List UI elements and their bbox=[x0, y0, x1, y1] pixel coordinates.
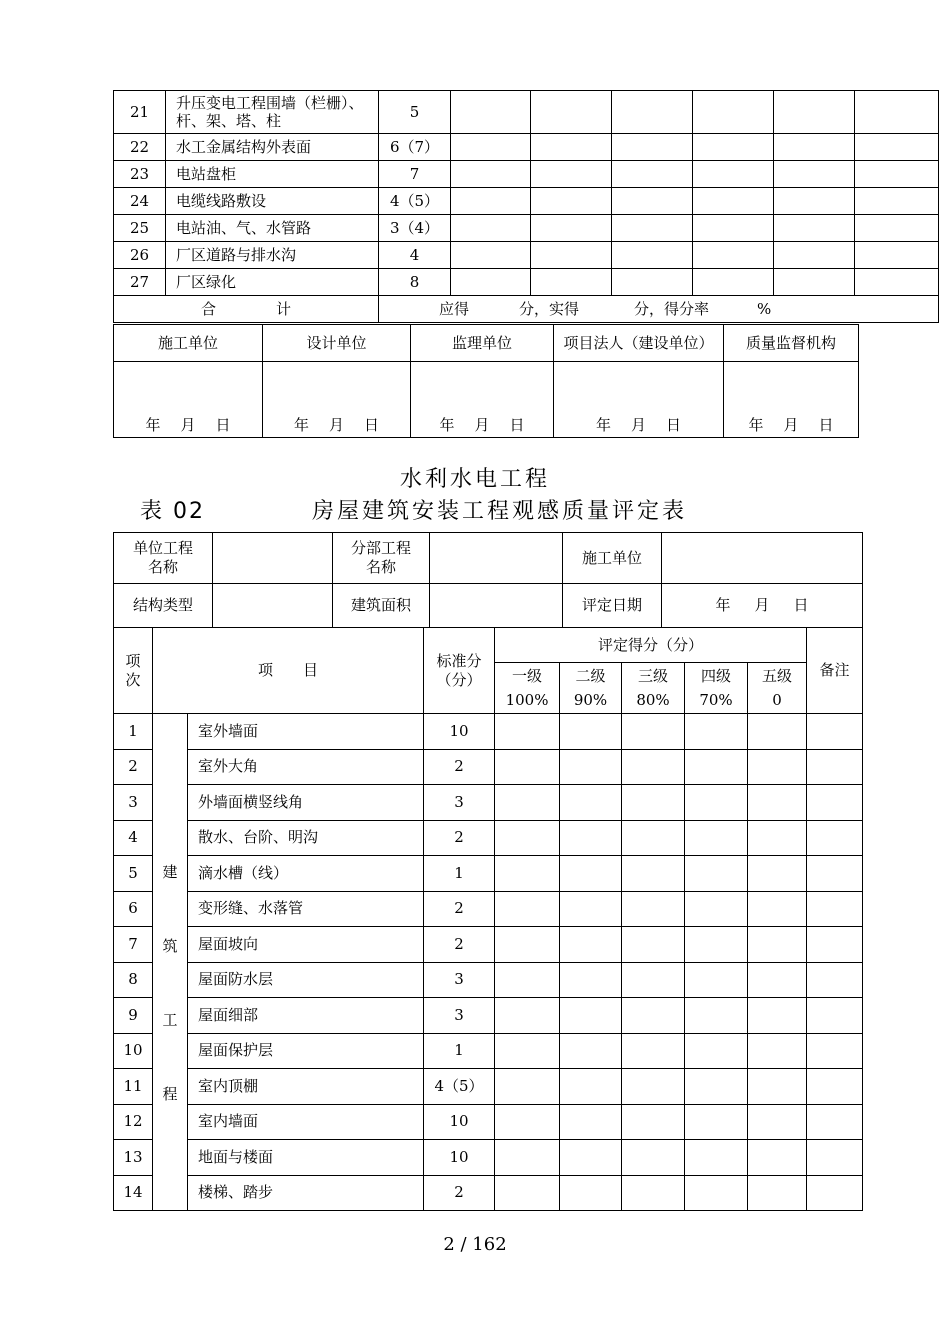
grade-score-cell[interactable] bbox=[685, 820, 748, 856]
grade-score-cell[interactable] bbox=[685, 891, 748, 927]
score-cell[interactable] bbox=[693, 269, 774, 296]
total-text-a: 应得 bbox=[439, 299, 470, 318]
signature-date-cell[interactable] bbox=[263, 362, 411, 438]
grade-score-cell[interactable] bbox=[495, 1033, 560, 1069]
row-standard-score: 3 bbox=[424, 962, 495, 998]
row-standard-score: 10 bbox=[424, 1140, 495, 1176]
score-cell[interactable] bbox=[451, 91, 531, 134]
grade-score-cell[interactable] bbox=[685, 1140, 748, 1176]
row-standard-score: 10 bbox=[424, 1104, 495, 1140]
row-standard-score: 7 bbox=[379, 161, 451, 188]
row-item: 电站油、气、水管路 bbox=[166, 215, 379, 242]
sign-year: 年 bbox=[439, 416, 455, 434]
score-cell[interactable] bbox=[451, 269, 531, 296]
row-number: 23 bbox=[114, 161, 166, 188]
score-cell[interactable] bbox=[855, 161, 939, 188]
grade-score-cell[interactable] bbox=[495, 998, 560, 1034]
row-number: 6 bbox=[114, 891, 153, 927]
category-char: 筑 bbox=[162, 937, 178, 955]
row-number: 24 bbox=[114, 188, 166, 215]
score-cell[interactable] bbox=[451, 161, 531, 188]
row-number: 14 bbox=[114, 1175, 153, 1211]
grade-pct: 70% bbox=[699, 690, 733, 709]
signature-table bbox=[113, 324, 859, 438]
signature-header: 质量监督机构 bbox=[724, 325, 859, 362]
remark-cell[interactable] bbox=[807, 891, 863, 927]
grade-score-cell[interactable] bbox=[685, 1069, 748, 1105]
score-cell[interactable] bbox=[693, 188, 774, 215]
grade-score-cell[interactable] bbox=[748, 1033, 807, 1069]
grade-score-cell[interactable] bbox=[495, 891, 560, 927]
row-standard-score: 3（4） bbox=[379, 215, 451, 242]
score-cell[interactable] bbox=[451, 188, 531, 215]
sign-day: 日 bbox=[215, 416, 231, 434]
score-cell[interactable] bbox=[612, 215, 693, 242]
grade-score-cell[interactable] bbox=[622, 962, 685, 998]
row-item: 外墙面横竖线角 bbox=[188, 785, 424, 821]
row-number: 10 bbox=[114, 1033, 153, 1069]
row-standard-score: 4 bbox=[379, 242, 451, 269]
score-cell[interactable] bbox=[531, 188, 612, 215]
grade-header bbox=[748, 663, 807, 714]
table-row bbox=[114, 891, 863, 927]
grade-header bbox=[685, 663, 748, 714]
row-item: 升压变电工程围墙（栏栅）、杆、架、塔、柱 bbox=[166, 91, 379, 134]
row-standard-score: 6（7） bbox=[379, 134, 451, 161]
remark-cell[interactable] bbox=[807, 820, 863, 856]
grade-name: 五级 bbox=[762, 666, 793, 685]
structure-type-label: 结构类型 bbox=[114, 584, 213, 628]
sub-project-label: 分部工程名称 bbox=[333, 533, 430, 584]
table-row bbox=[114, 1069, 863, 1105]
sign-day: 日 bbox=[818, 416, 834, 434]
grade-score-cell[interactable] bbox=[748, 785, 807, 821]
remark-cell[interactable] bbox=[807, 749, 863, 785]
grade-score-cell[interactable] bbox=[685, 785, 748, 821]
grade-score-cell[interactable] bbox=[748, 1140, 807, 1176]
col-remark-header: 备注 bbox=[807, 628, 863, 714]
sign-month: 月 bbox=[474, 416, 490, 434]
grade-pct: 90% bbox=[573, 690, 608, 709]
grade-score-cell[interactable] bbox=[495, 785, 560, 821]
row-standard-score: 2 bbox=[424, 927, 495, 963]
row-standard-score: 3 bbox=[424, 998, 495, 1034]
signature-date-cell[interactable] bbox=[724, 362, 859, 438]
grade-score-cell[interactable] bbox=[685, 927, 748, 963]
grade-score-cell[interactable] bbox=[748, 1069, 807, 1105]
table-row bbox=[114, 820, 863, 856]
grade-score-cell[interactable] bbox=[560, 1140, 622, 1176]
total-text-b: 分，实得 bbox=[519, 299, 580, 318]
grade-score-cell[interactable] bbox=[748, 714, 807, 750]
grade-score-cell[interactable] bbox=[560, 998, 622, 1034]
col-std-header: 标准分（分） bbox=[424, 628, 495, 714]
row-number: 5 bbox=[114, 856, 153, 892]
grade-header bbox=[495, 663, 560, 714]
row-number: 21 bbox=[114, 91, 166, 134]
row-item: 室内顶棚 bbox=[188, 1069, 424, 1105]
grade-score-cell[interactable] bbox=[495, 1175, 560, 1211]
sign-month: 月 bbox=[630, 416, 646, 434]
score-cell[interactable] bbox=[774, 269, 855, 296]
grade-name: 四级 bbox=[701, 666, 732, 685]
grade-header bbox=[560, 663, 622, 714]
row-standard-score: 5 bbox=[379, 91, 451, 134]
grade-score-cell[interactable] bbox=[748, 856, 807, 892]
table-row bbox=[114, 1033, 863, 1069]
grade-score-cell[interactable] bbox=[560, 962, 622, 998]
total-text bbox=[379, 296, 939, 323]
grade-pct: 0 bbox=[772, 690, 782, 709]
row-item: 室外大角 bbox=[188, 749, 424, 785]
row-number: 1 bbox=[114, 714, 153, 750]
score-cell[interactable] bbox=[451, 242, 531, 269]
grade-score-cell[interactable] bbox=[622, 749, 685, 785]
grade-score-cell[interactable] bbox=[748, 927, 807, 963]
grade-score-cell[interactable] bbox=[622, 856, 685, 892]
signature-header: 监理单位 bbox=[411, 325, 554, 362]
eval-date-day: 日 bbox=[793, 596, 809, 614]
page-number: 2 / 162 bbox=[443, 1234, 507, 1255]
table-row bbox=[114, 1175, 863, 1211]
row-number: 4 bbox=[114, 820, 153, 856]
grade-score-cell[interactable] bbox=[622, 1175, 685, 1211]
score-cell[interactable] bbox=[612, 242, 693, 269]
grade-score-cell[interactable] bbox=[560, 1069, 622, 1105]
grade-score-cell[interactable] bbox=[560, 820, 622, 856]
score-cell[interactable] bbox=[774, 188, 855, 215]
remark-cell[interactable] bbox=[807, 1069, 863, 1105]
table-number: 表 02 bbox=[140, 499, 205, 524]
building-area-label: 建筑面积 bbox=[333, 584, 430, 628]
remark-cell[interactable] bbox=[807, 927, 863, 963]
score-cell[interactable] bbox=[451, 134, 531, 161]
score-cell[interactable] bbox=[693, 91, 774, 134]
table-row bbox=[114, 856, 863, 892]
grade-score-cell[interactable] bbox=[748, 962, 807, 998]
unit-project-label: 单位工程名称 bbox=[114, 533, 213, 584]
row-item: 室外墙面 bbox=[188, 714, 424, 750]
row-item: 电缆线路敷设 bbox=[166, 188, 379, 215]
score-cell[interactable] bbox=[451, 215, 531, 242]
grade-score-cell[interactable] bbox=[685, 856, 748, 892]
grade-score-cell[interactable] bbox=[685, 1175, 748, 1211]
table-row bbox=[114, 962, 863, 998]
row-item: 屋面防水层 bbox=[188, 962, 424, 998]
category-char: 工 bbox=[162, 1011, 178, 1029]
sign-year: 年 bbox=[145, 416, 161, 434]
signature-date-cell[interactable] bbox=[411, 362, 554, 438]
grade-score-cell[interactable] bbox=[495, 927, 560, 963]
row-number: 22 bbox=[114, 134, 166, 161]
grade-score-cell[interactable] bbox=[748, 891, 807, 927]
grade-score-cell[interactable] bbox=[560, 1033, 622, 1069]
grade-score-cell[interactable] bbox=[495, 714, 560, 750]
unit-project-value[interactable] bbox=[213, 533, 333, 584]
score-cell[interactable] bbox=[774, 161, 855, 188]
row-item: 水工金属结构外表面 bbox=[166, 134, 379, 161]
score-cell[interactable] bbox=[855, 269, 939, 296]
grade-name: 三级 bbox=[638, 666, 669, 685]
eval-date-value[interactable] bbox=[662, 584, 863, 628]
score-cell[interactable] bbox=[612, 134, 693, 161]
project-info-table bbox=[113, 532, 863, 628]
sign-month: 月 bbox=[180, 416, 196, 434]
row-standard-score: 1 bbox=[424, 856, 495, 892]
row-number: 11 bbox=[114, 1069, 153, 1105]
sub-project-value[interactable] bbox=[430, 533, 563, 584]
grade-score-cell[interactable] bbox=[622, 1104, 685, 1140]
table-row bbox=[114, 927, 863, 963]
score-cell[interactable] bbox=[855, 91, 939, 134]
sign-year: 年 bbox=[595, 416, 611, 434]
row-standard-score: 2 bbox=[424, 1175, 495, 1211]
table-row bbox=[114, 161, 939, 188]
score-cell[interactable] bbox=[531, 215, 612, 242]
grade-score-cell[interactable] bbox=[622, 891, 685, 927]
row-number: 12 bbox=[114, 1104, 153, 1140]
grade-score-cell[interactable] bbox=[622, 820, 685, 856]
grade-score-cell[interactable] bbox=[495, 856, 560, 892]
row-standard-score: 2 bbox=[424, 891, 495, 927]
grade-name: 一级 bbox=[512, 666, 543, 685]
sign-year: 年 bbox=[293, 416, 309, 434]
sign-day: 日 bbox=[509, 416, 525, 434]
row-item: 电站盘柜 bbox=[166, 161, 379, 188]
row-standard-score: 1 bbox=[424, 1033, 495, 1069]
score-cell[interactable] bbox=[855, 242, 939, 269]
col-item-header: 项 目 bbox=[153, 628, 424, 714]
row-number: 27 bbox=[114, 269, 166, 296]
contractor-label: 施工单位 bbox=[563, 533, 662, 584]
title-line1: 水利水电工程 bbox=[399, 467, 550, 492]
score-cell[interactable] bbox=[612, 269, 693, 296]
row-item: 滴水槽（线） bbox=[188, 856, 424, 892]
contractor-value[interactable] bbox=[662, 533, 863, 584]
score-cell[interactable] bbox=[531, 242, 612, 269]
row-item: 屋面细部 bbox=[188, 998, 424, 1034]
table-row bbox=[114, 269, 939, 296]
signature-header: 施工单位 bbox=[114, 325, 263, 362]
score-cell[interactable] bbox=[612, 91, 693, 134]
title-line2: 房屋建筑安装工程观感质量评定表 bbox=[312, 499, 688, 524]
grade-score-cell[interactable] bbox=[748, 1104, 807, 1140]
grade-score-cell[interactable] bbox=[622, 998, 685, 1034]
score-cell[interactable] bbox=[693, 215, 774, 242]
category-char: 程 bbox=[162, 1085, 178, 1103]
row-standard-score: 2 bbox=[424, 749, 495, 785]
remark-cell[interactable] bbox=[807, 1175, 863, 1211]
grade-score-cell[interactable] bbox=[748, 820, 807, 856]
row-number: 9 bbox=[114, 998, 153, 1034]
row-number: 25 bbox=[114, 215, 166, 242]
table-row bbox=[114, 714, 863, 750]
grade-score-cell[interactable] bbox=[748, 998, 807, 1034]
table-row bbox=[114, 785, 863, 821]
grade-score-cell[interactable] bbox=[495, 1069, 560, 1105]
grade-score-cell[interactable] bbox=[495, 1140, 560, 1176]
row-number: 2 bbox=[114, 749, 153, 785]
eval-date-year: 年 bbox=[715, 596, 731, 614]
signature-date-cell[interactable] bbox=[114, 362, 263, 438]
row-number: 3 bbox=[114, 785, 153, 821]
grade-score-cell[interactable] bbox=[685, 749, 748, 785]
remark-cell[interactable] bbox=[807, 962, 863, 998]
score-cell[interactable] bbox=[693, 134, 774, 161]
row-standard-score: 4（5） bbox=[379, 188, 451, 215]
score-cell[interactable] bbox=[774, 91, 855, 134]
row-number: 8 bbox=[114, 962, 153, 998]
grade-score-cell[interactable] bbox=[560, 856, 622, 892]
sign-year: 年 bbox=[748, 416, 764, 434]
row-item: 室内墙面 bbox=[188, 1104, 424, 1140]
grade-score-cell[interactable] bbox=[495, 1104, 560, 1140]
row-standard-score: 2 bbox=[424, 820, 495, 856]
table-row bbox=[114, 215, 939, 242]
grade-score-cell[interactable] bbox=[685, 1033, 748, 1069]
sign-month: 月 bbox=[328, 416, 344, 434]
row-item: 屋面保护层 bbox=[188, 1033, 424, 1069]
structure-type-value[interactable] bbox=[213, 584, 333, 628]
remark-cell[interactable] bbox=[807, 785, 863, 821]
remark-cell[interactable] bbox=[807, 856, 863, 892]
grade-score-cell[interactable] bbox=[685, 1104, 748, 1140]
grade-score-cell[interactable] bbox=[622, 927, 685, 963]
table-row bbox=[114, 242, 939, 269]
row-standard-score: 3 bbox=[424, 785, 495, 821]
score-cell[interactable] bbox=[855, 215, 939, 242]
building-area-value[interactable] bbox=[430, 584, 563, 628]
total-label bbox=[114, 296, 379, 323]
grade-pct: 80% bbox=[636, 690, 670, 709]
score-cell[interactable] bbox=[612, 188, 693, 215]
total-text-c: 分，得分率 bbox=[634, 299, 710, 318]
grade-score-cell[interactable] bbox=[685, 998, 748, 1034]
score-cell[interactable] bbox=[531, 161, 612, 188]
grade-score-cell[interactable] bbox=[560, 714, 622, 750]
upper-score-table bbox=[113, 90, 939, 323]
grade-score-cell[interactable] bbox=[560, 1175, 622, 1211]
row-item: 散水、台阶、明沟 bbox=[188, 820, 424, 856]
grade-score-cell[interactable] bbox=[495, 962, 560, 998]
grade-name: 二级 bbox=[575, 666, 606, 685]
remark-cell[interactable] bbox=[807, 1033, 863, 1069]
grade-score-cell[interactable] bbox=[685, 714, 748, 750]
grade-score-cell[interactable] bbox=[560, 749, 622, 785]
remark-cell[interactable] bbox=[807, 1104, 863, 1140]
row-item: 厂区绿化 bbox=[166, 269, 379, 296]
row-number: 13 bbox=[114, 1140, 153, 1176]
grade-score-cell[interactable] bbox=[560, 927, 622, 963]
category-char: 建 bbox=[162, 863, 178, 881]
sign-day: 日 bbox=[364, 416, 380, 434]
total-text-d: % bbox=[757, 299, 772, 318]
grade-score-cell[interactable] bbox=[560, 1104, 622, 1140]
total-label-b: 计 bbox=[276, 299, 292, 318]
remark-cell[interactable] bbox=[807, 1140, 863, 1176]
grade-score-cell[interactable] bbox=[622, 714, 685, 750]
row-item: 变形缝、水落管 bbox=[188, 891, 424, 927]
grade-score-cell[interactable] bbox=[622, 1140, 685, 1176]
row-standard-score: 10 bbox=[424, 714, 495, 750]
score-cell[interactable] bbox=[855, 188, 939, 215]
score-cell[interactable] bbox=[531, 134, 612, 161]
row-item: 屋面坡向 bbox=[188, 927, 424, 963]
score-cell[interactable] bbox=[612, 161, 693, 188]
table-row bbox=[114, 91, 939, 134]
row-number: 7 bbox=[114, 927, 153, 963]
score-cell[interactable] bbox=[531, 91, 612, 134]
grade-score-cell[interactable] bbox=[495, 820, 560, 856]
grade-header bbox=[622, 663, 685, 714]
total-label-a: 合 bbox=[200, 299, 216, 318]
row-item: 地面与楼面 bbox=[188, 1140, 424, 1176]
eval-date-month: 月 bbox=[754, 596, 770, 614]
remark-cell[interactable] bbox=[807, 998, 863, 1034]
score-cell[interactable] bbox=[693, 242, 774, 269]
signature-header: 项目法人（建设单位） bbox=[554, 325, 724, 362]
remark-cell[interactable] bbox=[807, 714, 863, 750]
signature-header: 设计单位 bbox=[263, 325, 411, 362]
table-row bbox=[114, 188, 939, 215]
table-row bbox=[114, 1140, 863, 1176]
row-standard-score: 4（5） bbox=[424, 1069, 495, 1105]
signature-date-cell[interactable] bbox=[554, 362, 724, 438]
score-cell[interactable] bbox=[693, 161, 774, 188]
row-item: 厂区道路与排水沟 bbox=[166, 242, 379, 269]
category-cell bbox=[153, 714, 188, 1211]
grade-score-cell[interactable] bbox=[622, 785, 685, 821]
grade-score-cell[interactable] bbox=[748, 1175, 807, 1211]
score-cell[interactable] bbox=[774, 242, 855, 269]
table-row bbox=[114, 1104, 863, 1140]
grade-pct: 100% bbox=[505, 690, 549, 709]
score-cell[interactable] bbox=[774, 215, 855, 242]
grade-score-cell[interactable] bbox=[685, 962, 748, 998]
score-cell[interactable] bbox=[531, 269, 612, 296]
table-row bbox=[114, 998, 863, 1034]
sign-month: 月 bbox=[783, 416, 799, 434]
total-row bbox=[114, 296, 939, 323]
table-row bbox=[114, 134, 939, 161]
grade-score-cell[interactable] bbox=[495, 749, 560, 785]
grade-score-cell[interactable] bbox=[748, 749, 807, 785]
eval-date-label: 评定日期 bbox=[563, 584, 662, 628]
grade-score-cell[interactable] bbox=[622, 1069, 685, 1105]
row-item: 楼梯、踏步 bbox=[188, 1175, 424, 1211]
row-standard-score: 8 bbox=[379, 269, 451, 296]
grade-score-cell[interactable] bbox=[622, 1033, 685, 1069]
score-cell[interactable] bbox=[855, 134, 939, 161]
evaluation-table bbox=[113, 627, 863, 1211]
row-number: 26 bbox=[114, 242, 166, 269]
grade-score-cell[interactable] bbox=[560, 785, 622, 821]
grade-score-cell[interactable] bbox=[560, 891, 622, 927]
table-row bbox=[114, 749, 863, 785]
sign-day: 日 bbox=[666, 416, 682, 434]
score-cell[interactable] bbox=[774, 134, 855, 161]
col-no-header: 项次 bbox=[114, 628, 153, 714]
col-eval-header: 评定得分（分） bbox=[495, 628, 807, 663]
